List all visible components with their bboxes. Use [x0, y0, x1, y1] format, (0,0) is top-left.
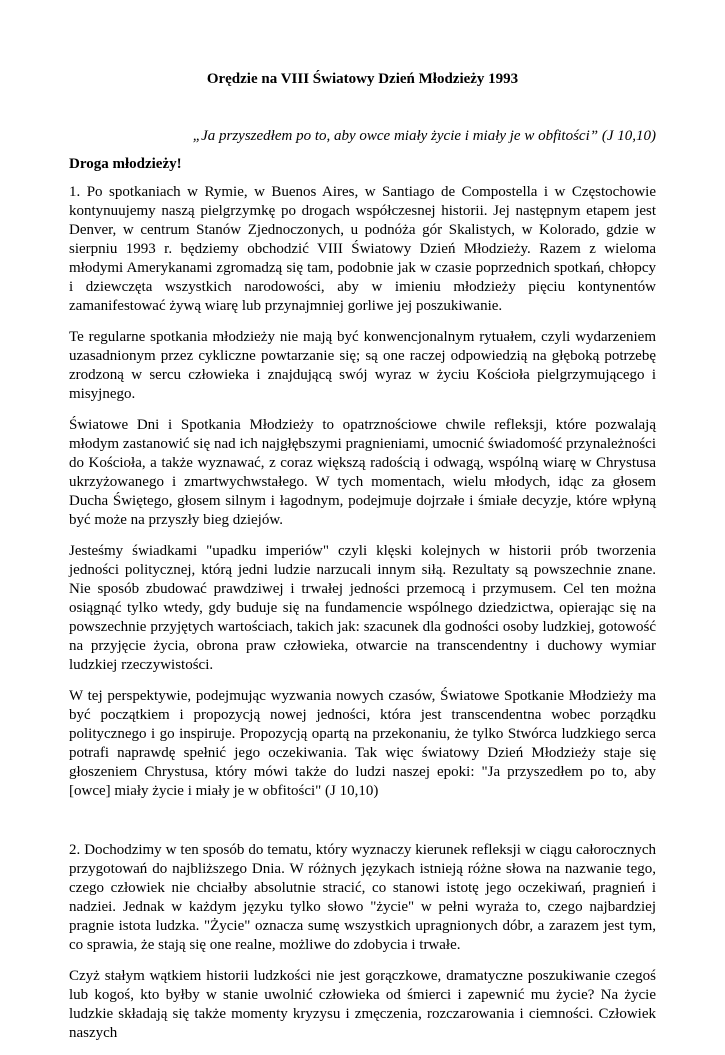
paragraph-4: Jesteśmy świadkami "upadku imperiów" czyli klęski kolejnych w historii prób tworzenia jedności politycznej, którą jedni ludzie narzucali innym siłą. Rezultaty są powszechnie znane. Nie sposób zbudować prawdziwej i trwałej jedności przemocą i przymusem. Cel ten można osiągnąć tylko wtedy, gdy buduje się na fundamencie wspólnego dziedzictwa, opierając się na powszechnie przyjętych wartościach, takich jak: szacunek dla godności osoby ludzkiej, gotowość na przyjęcie życia, obrona praw człowieka, otwarcie na transcendentny i duchowy wymiar ludzkiej rzeczywistości. — [69, 543, 656, 673]
document-body — [69, 183, 656, 1055]
paragraph-6: 2. Dochodzimy w ten sposób do tematu, który wyznaczy kierunek refleksji w ciągu całorocznych przygotowań do najbliższego Dnia. W różnych językach istnieją różne słowa na nazwanie tego, czego człowiek nie chciałby absolutnie stracić, co stanowi istotę jego oczekiwań, pragnień i nadziei. Jednak w każdym języku tylko słowo "życie" w pełni wyraża to, czego najbardziej pragnie istota ludzka. "Życie" oznacza sumę wszystkich upragnionych dóbr, a zarazem jest tym, co sprawia, że stają się one realne, możliwe do zdobycia i trwałe. — [69, 842, 656, 953]
page-title: Orędzie na VIII Światowy Dzień Młodzieży 1993 — [206, 71, 519, 87]
paragraph-3: Światowe Dni i Spotkania Młodzieży to opatrznościowe chwile refleksji, które pozwalają młodym zastanowić się nad ich najgłębszymi pragnieniami, umocnić świadomość przynależności do Kościoła, a także wyznawać, z coraz większą radością i odwagą, wspólną wiarę w Chrystusa ukrzyżowanego i zmartwychwstałego. W tych momentach, wielu młodych, idąc za głosem Ducha Świętego, głosem silnym i łagodnym, podejmuje dojrzałe i śmiałe decyzje, które wpłyną być może na przyszły bieg dziejów. — [69, 417, 656, 528]
epigraph-quote: „Ja przyszedłem po to, aby owce miały życie i miały je w obfitości” (J 10,10) — [192, 128, 656, 144]
paragraph-2: Te regularne spotkania młodzieży nie mają być konwencjonalnym rytuałem, czyli wydarzeniem uzasadnionym przez cykliczne powtarzanie się; są one raczej odpowiedzią na głęboką potrzebę zrodzoną w sercu człowieka i znajdującą swój wyraz w życiu Kościoła pielgrzymującego i misyjnego. — [69, 329, 656, 402]
salutation: Droga młodzieży! — [69, 156, 182, 172]
paragraph-5: W tej perspektywie, podejmując wyzwania nowych czasów, Światowe Spotkanie Młodzieży ma być początkiem i propozycją nowej jedności, która jest transcendentna wobec porządku politycznego i go inspiruje. Propozycją opartą na przekonaniu, że tylko Stwórca ludzkiego serca potrafi naprawdę spełnić jego oczekiwania. Tak więc światowy Dzień Młodzieży staje się głoszeniem Chrystusa, który mówi także do ludzi naszej epoki: "Ja przyszedłem po to, aby [owce] miały życie i miały je w obfitości" (J 10,10) — [69, 688, 656, 799]
paragraph-1: 1. Po spotkaniach w Rymie, w Buenos Aires, w Santiago de Compostella i w Częstochowie kontynuujemy naszą pielgrzymkę po drogach współczesnej historii. Jej następnym etapem jest Denver, w centrum Stanów Zjednoczonych, u podnóża gór Skalistych, w Kolorado, gdzie w sierpniu 1993 r. będziemy obchodzić VIII Światowy Dzień Młodzieży. Razem z wieloma młodymi Amerykanami zgromadzą się tam, podobnie jak w czasie poprzednich spotkań, chłopcy i dziewczęta wszystkich narodowości, aby w imieniu młodzieży pięciu kontynentów zamanifestować żywą wiarę lub przynajmniej gorliwe jej poszukiwanie. — [69, 184, 656, 314]
paragraph-7: Czyż stałym wątkiem historii ludzkości nie jest gorączkowe, dramatyczne poszukiwanie czegoś lub kogoś, kto byłby w stanie uwolnić człowieka od śmierci i zapewnić mu życie? Na życie ludzkie składają się także momenty kryzysu i zmęczenia, rozczarowania i ciemności. Człowiek naszych — [69, 968, 656, 1041]
